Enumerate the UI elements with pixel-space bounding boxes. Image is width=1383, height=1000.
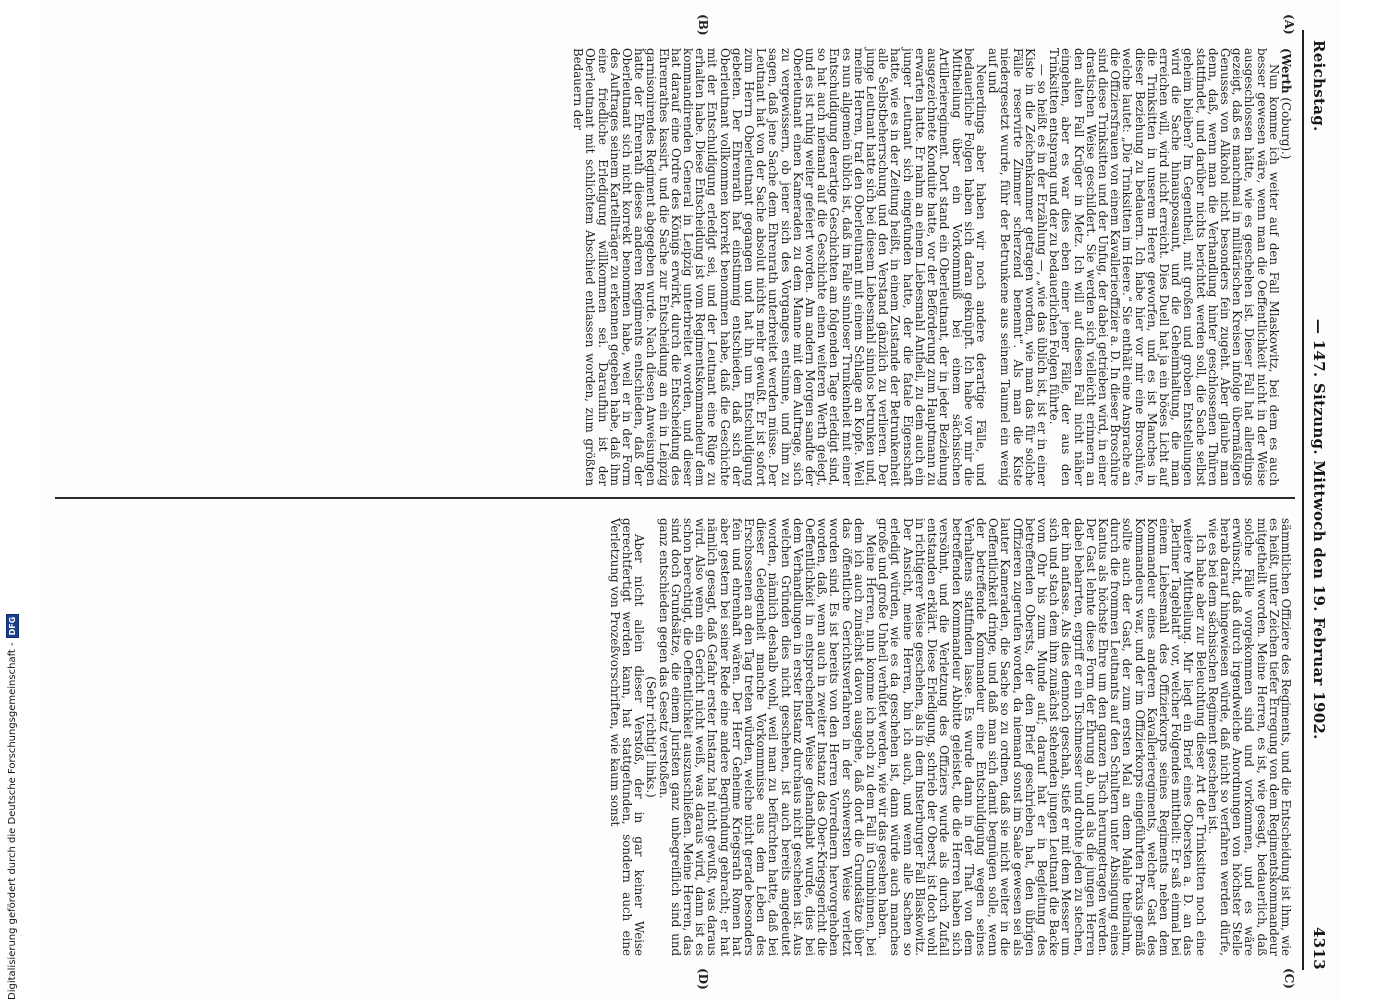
dfg-logo-badge: DFG (6, 614, 19, 639)
scanned-page (40, 0, 1340, 1000)
digitization-credit (6, 614, 19, 1000)
speaker-tail: (Coburg).) (1279, 97, 1293, 160)
right-column (609, 518, 1292, 956)
left-column (572, 48, 1292, 486)
header-rule (1302, 30, 1304, 970)
paragraph: Neuerdings aber haben wir noch andere derartige Fälle, und bedauerliche Folgen haben sich daran geknüpft. Ich habe vor mir die Mittheilung über ein Vorkommniß bei einem sächsischen Artillerieregiment. Dort stand ein Oberleutnant, der in jeder Beziehung ausgezeichnete Konduite hatte, vor der Beförderung zum Hauptmann zu erwarten hatte. Er nahm an einem Liebesmahl Antheil, zu dem auch ein junger Leutnant sich eingefunden hatte, der die fatale Eigenschaft hatte, wie es in der Zeitung heißt, in einem Zustande der Betrunkenheit alle Selbstbeherrschung und den Verstand gänzlich zu verlieren. Der junge Leutnant hatte sich bei diesem Liebesmahl sinnlos betrunken und, meine Herren, traf den Oberleutnant mit einem Schlage an Kopfe. Weil es nun allgemein üblich ist, daß im Falle sinnloser Trunkenheit mit einer Entschuldigung derartige Geschichten am folgenden Tage erledigt sind, so hat auch niemand auf die Geschichte einen weiteren Werth gelegt, und es ist ruhig weiter gefeiert worden. Am andern Morgen sandte der Oberleutnant einen Kameraden zu dem Manne mit dem Auftrage, sich zu vergewissern, ob jener sich des Vorganges entsinne, und ihm zu sagen, daß jene Sache dem Ehrenrath unterbreitet werden müsse. Der Leutnant hat von der Sache absolut nichts mehr gewußt. Er ist sofort zum Herrn Oberleutnant gegangen und hat ihn um Entschuldigung gebeten. Der Ehrenrath hat einstimmig entschieden, daß sich der Oberleutnant vollkommen korrekt benommen habe, daß die Geschichte mit der Entschuldigung erledigt sei, und der Leutnant eine Rüge zu erhalten habe. Diese Entscheidung ist vom Regimentskommandeur dem kommandirenden General in Leipzig unterbreitet worden, und dieser hat darauf eine Ordre des Königs erwirkt, durch die Entscheidung des Ehrenrathes kassirt, und die Sache zur Entscheidung an ein in Leipzig garnisonirendes Regiment abgegeben wurde. Nach diesen Anweisungen hatte der Ehrenrath dieses anderen Regiments entschieden, daß der Oberleutnant sich nicht korrekt benommen habe, weil er in der Form des Auftrages seinem Kartellträger zu erkennen gegeben habe, daß ihm eine friedliche Erledigung willkommen sei. Daraufhin ist der Oberleutnant mit schlichtem Abschied entlassen worden, zum größten Bedauern der (571, 48, 988, 486)
header-title: — 147. Sitzung. Mittwoch den 19. Februar 1902. (1310, 318, 1328, 740)
margin-marker-b: (B) (696, 14, 710, 36)
speaker-line (1280, 48, 1292, 486)
paragraph: Ich habe aber zur Beleuchtung dieser Art der Trinksitten noch eine weitere Mittheilung. Mir liegt ein Brief eines Obersten a. D. an das „Berliner Tageblatt“ vor, welcher Folgendes mittheilt: Er saß einmal bei einem Liebesmahl des Offizierkorps seines Regiments neben dem Kommandeur eines anderen Kavallerieregiments, welcher Gast des Kommandeurs war, und der im Offizierkorps eingeführten Praxis gemäß sollte auch der Gast, der zum ersten Mal an dem Mahle theilnahm, durch die frommen Leutnants auf den Schultern unter Absingung eines Kantus als höchste Ehre um den ganzen Tisch herumgetragen werden. Der Gast lehnte diese Form der Ehrung ab, und als die jungen Herren dabei beharrten, ergriff er ein Tischmesser und drohte jeden zu stechen, der ihn anfasse. Als dies dennoch geschah, stieß er mit dem Messer um sich und stach dem ihm zunächst stehenden jungen Leutnant die Backe vom Ohr bis zum Munde auf; darauf hat er in Begleitung des betreffenden Obersts, der den Brief geschrieben hat, den übrigen Offizieren zugerufen worden, da niemand sonst im Saale gewesen sei als lauter Kameraden, die Sache so zu ordnen, daß sie nicht weiter in die Oeffentlichkeit dringe, und daß man sich damit begnügen solle, wenn der betreffende Kommandeur eine Entschuldigung wegen seines Verhaltens stattfinden lasse. Es wurde dann in der That von dem betreffenden Kommandeur Abbitte geleistet, die die Herren haben sich versöhnt, und die Verletzung des Offiziers wurde als durch Zufall entstanden erklärt. Diese Erledigung, schrieb der Oberst, ist doch wohl in richtigerer Weise geschehen, als in dem Insterburger Fall Blaskowitz. Der Ansicht, meine Herren, bin ich auch, und wenn alle Sachen so erledigt würden, wie es da geschehen ist, dann würde auch manches große und große Unheil verhütet werden, wie wir das gesehen haben. (876, 518, 1208, 956)
margin-marker-c: (C) (1282, 968, 1296, 989)
paragraph: Meine Herren, nun komme ich noch zu dem Fall in Gumbinnen, bei dem ich auch zunächst davon ausgehe, daß dort die Grundsätze über das öffentliche Gerichtsverfahren in der schwersten Weise verletzt worden sind. Es ist bereits von den Herren Vorrednern hervorgehoben worden, daß, wenn auch in zweiter Instanz das Ober-Kriegsgericht die Oeffentlichkeit in entsprechender Weise gehandhabt wurde, dies bei dem Verhandlungen in erster Instanz durchaus nicht geschehen ist. Aus welchen Gründen dies nicht geschehen, ist auch bereits angedeutet worden, nämlich deshalb wohl, weil man zu befürchten hatte, daß bei dieser Gelegenheit manche Vorkommnisse aus dem Leben des Erschossenen an den Tag treten würden, welche nicht gerade besonders fein und ehrenhaft wären. Der Herr Geheime Kriegsrath Romen hat aber gestern bei seiner Rede eine andere Begründung gebracht; er hat nämlich gesagt, daß Gefahr erster Instanz hat nicht gewußt, was daraus wird. Also wenn ein Gericht nicht weiß, was daraus wird, dann ist es schon berechtigt, die Oeffentlichkeit auszuschließen. Meine Herren, das sind doch Grundsätze, die einem Juristen ganz unbegreiflich sind und ganz entschieden gegen das Gesetz verstoßen. (656, 518, 879, 956)
header-left: Reichstag. (1310, 40, 1328, 132)
margin-marker-a: (A) (1282, 14, 1296, 35)
paragraph: — so heißt es in der Erzählung —, „wie das üblich ist, ist er in einer Kiste in die Zeichenkammer getragen worden, wie man das für solche Fälle reservirte Zimmer scherzend benennt“. Als man die Kiste niedergesetzt wurde, führ der Betrunkene aus seinem Taumel ein wenig auf und (986, 48, 1049, 486)
paragraph: Nun komme ich weiter auf den Fall Mlaskowitz, bei dem es auch besser gewesen wäre, wenn man die Oeffentlichkeit nicht in der Weise ausgeschlossen hätte, wie es geschehen ist. Dieser Fall hat allerdings gezeigt, daß es manchmal in militärischen Kreisen infolge übermäßigen Genusses von Alkohol nicht besonders fein zugeht. Aber glaube man denn, daß, wenn man die Verhandlung hinter geschlossenen Thüren stattfindet, und darüber nichts berichtet werden soll, die Sache selbst geheim bleiben? Im Gegentheil, mit großen und groben Entstellungen wird die Sache hinausposaunt, und die Geheimhaltung, die man erreichen will, wird nicht erreicht. Dies Duell hat ja ein böses Licht auf die Trinksitten in unserem Heere geworfen, und es ist Manches in dieser Beziehung zu bedauern. Ich habe hier vor mir eine Broschüre, welche lautet: „Die Trinksitten im Heere.“ Sie enthält eine Ansprache an die Offiziersfrauen von einem Kavallerieoffizier a. D. In dieser Broschüre sind diese Trinksitten und der Unfug, der dabei getrieben wird, in einer drastischen Weise geschildert. Sie werden sich vielleicht erinnern an den alten Fall Krüger in Metz. Ich will auf diesen Fall nicht näher eingehen, aber es war dies eben einer jener Fälle, der aus den Trinksitten entsprang und der zu bedauerlichen Folgen führte. (1047, 48, 1281, 486)
margin-marker-d: (D) (696, 968, 710, 990)
speaker-name: (Werth (1279, 48, 1293, 94)
paragraph: sämmtlichen Offiziere des Regiments, und die Entscheidung ist ihm, wie es heißt, unter Zeichen tiefer Erregung von dem Regimentskommandeur mitgetheilt worden. Meine Herren, es ist, wie gesagt, bedauerlich, daß solche Fälle vorgekommen sind und vorkommen, und es wäre erwünscht, daß durch irgendwelche Anordnungen von höchster Stelle herab darauf hingewiesen würde, daß nicht so verfahren werden dürfe, wie es bei dem sächsischen Regiment geschehen ist. (1205, 518, 1293, 956)
page-number: 4313 (1310, 927, 1328, 970)
applause-note: (Sehr richtig! links.) (644, 676, 659, 798)
paragraph: Aber nicht allein dieser Verstoß, der in gar keiner Weise gerechtfertigt werden kann, hat stattgefunden, sondern auch eine Verletzung von Prozeßvorschriften, wie kaum sonst (607, 518, 647, 956)
page-header (1304, 40, 1334, 970)
credit-text: Digitalisierung gefördert durch die Deutsche Forschungsgemeinschaft - (7, 642, 18, 1000)
column-divider (55, 497, 1295, 499)
